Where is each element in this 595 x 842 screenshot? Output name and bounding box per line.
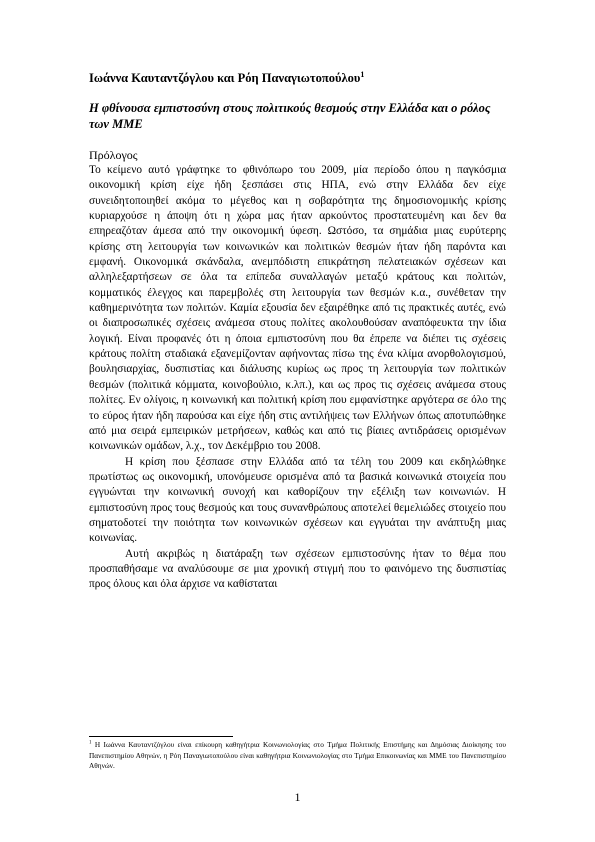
article-title: Η φθίνουσα εμπιστοσύνη στους πολιτικούς θεσμούς στην Ελλάδα και ο ρόλος των ΜΜΕ: [89, 101, 491, 131]
author-footnote-marker: 1: [360, 69, 365, 79]
footnote: [89, 740, 506, 772]
authors: Ιωάννα Καυταντζόγλου και Ρόη Παναγιωτοπούλου: [89, 71, 361, 85]
footnote-separator: [89, 736, 233, 737]
author-line: [89, 70, 506, 86]
paragraph-3: Αυτή ακριβώς η διατάραξη των σχέσεων εμπιστοσύνης ήταν το θέμα που προσπαθήσαμε να αναλύσουμε σε μια χρονική στιγμή που το φαινόμενο της δυσπιστίας προς όλους και όλα άρχισε να καθίσταται: [89, 547, 506, 591]
paragraph-1: Το κείμενο αυτό γράφτηκε το φθινόπωρο του 2009, μία περίοδο όπου η παγκόσμια οικονομική κρίση είχε ήδη ξεσπάσει στις ΗΠΑ, ενώ στην Ελλάδα δεν είχε συνειδητοποιηθεί ακόμα το μέγεθος και η σοβαρότητα της δημοσιονομικής κρίσης κυριαρχούσε η άποψη ότι η χώρα μας ήταν αρκούντος προστατευμένη και δεν θα επηρεαζόταν άμεσα από την οικονομική ύφεση. Ωστόσο, τα σημάδια μιας ευρύτερης κρίσης στη λειτουργία των κοινωνικών και πολιτικών θεσμών ήταν ήδη παρόντα και εμφανή. Οικονομικά σκάνδαλα, ανεμπόδιστη επικράτηση πελατειακών σχέσεων και αλληλεξαρτήσεων σε όλα τα επίπεδα συναλλαγών μεταξύ κράτους και πολιτών, κομματικός έλεγχος και παρεμβολές στη λειτουργία των θεσμών κ.α., συνέθεταν την καθημερινότητα των πολιτών. Καμία εξουσία δεν εξαιρέθηκε από τις πρακτικές αυτές, ενώ οι διαπροσωπικές σχέσεις ανάμεσα στους πολίτες ακολουθούσαν αναπόφευκτα την ίδια λογική. Είναι προφανές ότι η όποια εμπιστοσύνη που θα έπρεπε να διέπει τις σχέσεις κράτους πολίτη σταδιακά εξανεμίζονταν αφήνοντας πίσω της ένα κλίμα ανορθολογισμού, βουλησιαρχίας, δυσπιστίας και διάλυσης κυρίως ως προς τη λειτουργία των πολιτικών θεσμών (πολιτικά κόμματα, κοινοβούλιο, κ.λπ.), και ως προς τις σχέσεις ανάμεσα στους πολίτες. Εν ολίγοις, η κοινωνική και πολιτική κρίση που εμφανίστηκε αργότερα σε όλο της το εύρος ήταν ήδη παρούσα και είχε ήδη στις αντιλήψεις των Ελλήνων όπως αποτυπώθηκε από μια σειρά εμπειρικών μετρήσεων, καθώς και από τις βίαιες αντιδράσεις ορισμένων κοινωνικών ομάδων, λ.χ., τον Δεκέμβριο του 2008.: [89, 164, 506, 453]
page-content: [89, 70, 506, 593]
paragraph-2: Η κρίση που ξέσπασε στην Ελλάδα από τα τέλη του 2009 και εκδηλώθηκε πρωτίστως ως οικονομική, υπονόμευσε ορισμένα από τα βασικά κοινωνικά στοιχεία που εγγυώνται την κοινωνική συνοχή και καθορίζουν την εξέλιξη των κοινωνιών. Η εμπιστοσύνη προς τους θεσμούς και τους συνανθρώπους αποτελεί θεμελιώδες στοιχείο που σηματοδοτεί την ποιότητα των κοινωνικών σχέσεων και εγγυάται την ανάπτυξη μιας κοινωνίας.: [89, 455, 506, 545]
footnote-text: Η Ιωάννα Καυταντζόγλου είναι επίκουρη καθηγήτρια Κοινωνιολογίας στο Τμήμα Πολιτικής Επιστήμης και Δημόσιας Διοίκησης του Πανεπιστημίου Αθηνών, η Ρόη Παναγιωτοπούλου είναι καθηγήτρια Κοινωνιολογίας στο Τμήμα Επικοινωνίας και ΜΜΕ του Πανεπιστημίου Αθηνών.: [89, 740, 506, 770]
page-number: 1: [294, 790, 301, 804]
section-heading: Πρόλογος: [89, 148, 138, 162]
footnote-marker: 1: [89, 740, 92, 746]
